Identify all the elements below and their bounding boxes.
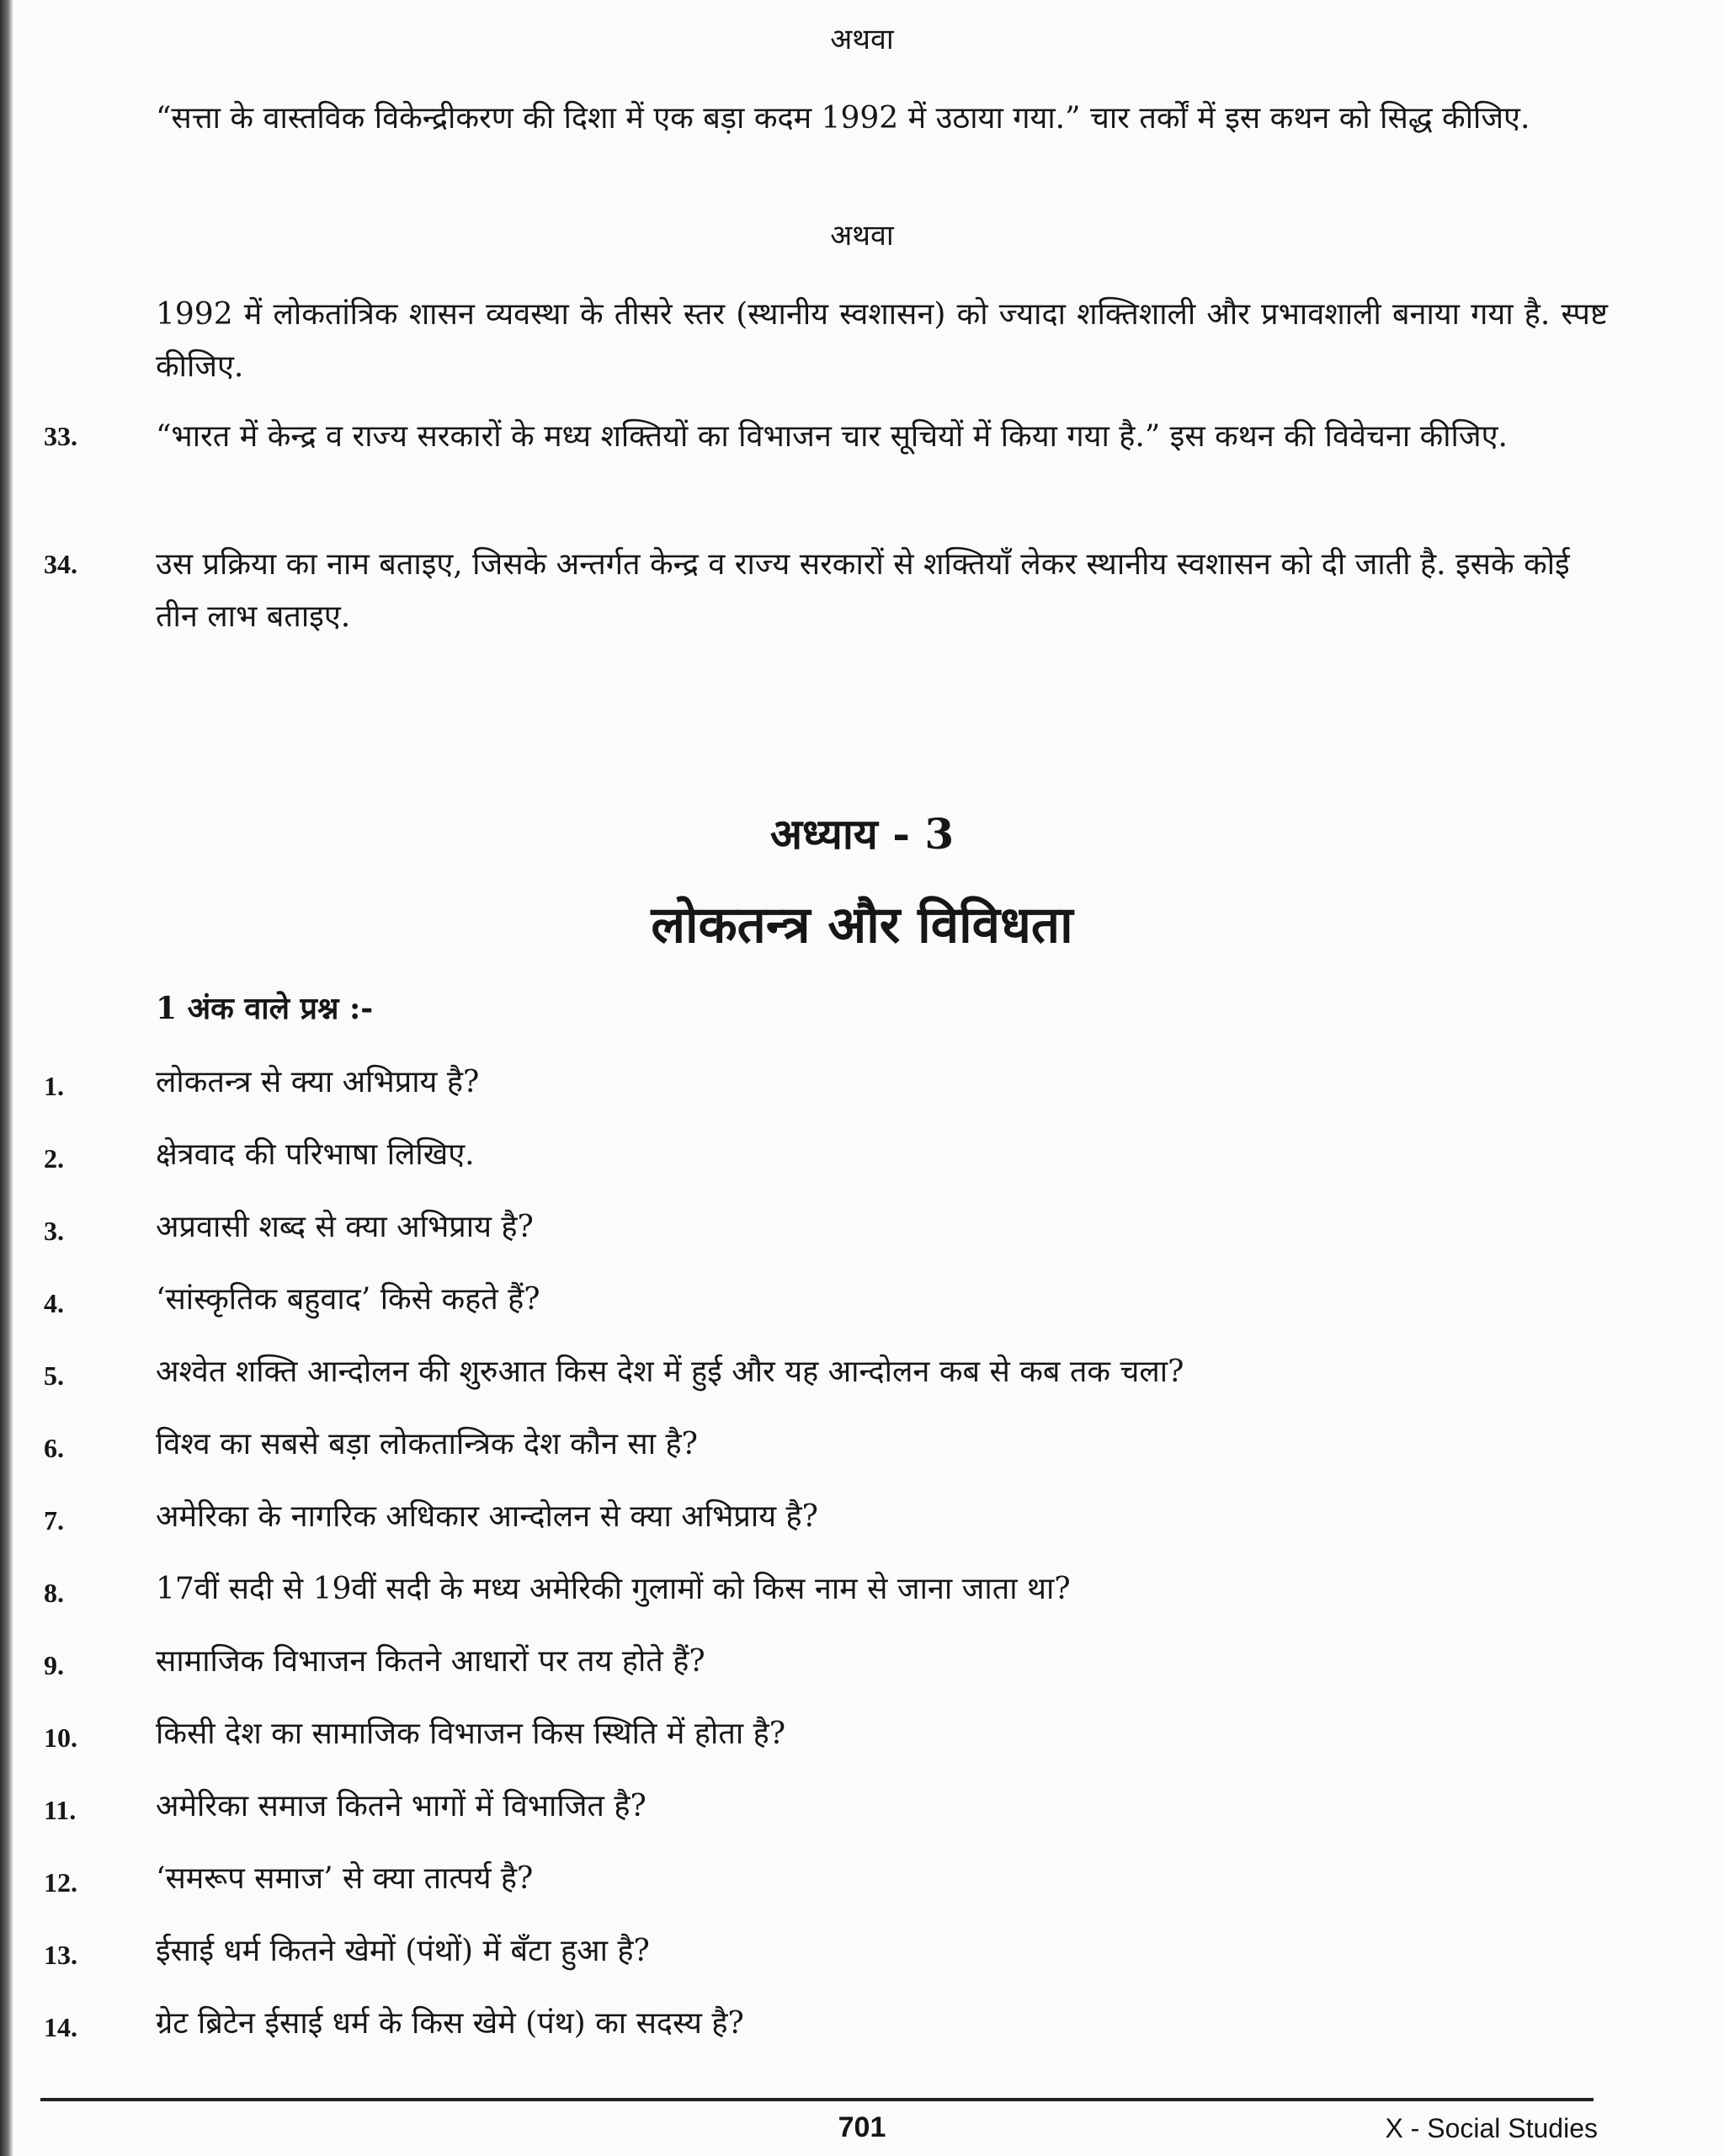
question-text: सामाजिक विभाजन कितने आधारों पर तय होते हैं? bbox=[156, 1644, 705, 1679]
chapter-number: अध्याय - 3 bbox=[769, 809, 955, 859]
question-number: 12. bbox=[44, 1867, 77, 1898]
question-text: 17वीं सदी से 19वीं सदी के मध्य अमेरिकी गुलामों को किस नाम से जाना जाता था? bbox=[156, 1572, 1071, 1606]
question-text: अमेरिका समाज कितने भागों में विभाजित है? bbox=[156, 1789, 646, 1823]
footer-rule bbox=[40, 2098, 1594, 2101]
question-text: विश्व का सबसे बड़ा लोकतान्त्रिक देश कौन सा है? bbox=[156, 1427, 698, 1461]
question-number: 6. bbox=[44, 1433, 64, 1463]
question-number: 2. bbox=[44, 1143, 64, 1174]
athva-label-2: अथवा bbox=[830, 219, 894, 253]
question-text: अमेरिका के नागरिक अधिकार आन्दोलन से क्या अभिप्राय है? bbox=[156, 1499, 818, 1534]
question-text: ‘समरूप समाज’ से क्या तात्पर्य है? bbox=[156, 1861, 534, 1896]
question-34-text: उस प्रक्रिया का नाम बताइए, जिसके अन्तर्गत केन्द्र व राज्य सरकारों से शक्तियाँ लेकर स्थानीय स्वशासन को दी जाती है. इसके कोई तीन लाभ बताइए. bbox=[156, 547, 1570, 634]
question-number: 11. bbox=[44, 1795, 77, 1825]
question-text: क्षेत्रवाद की परिभाषा लिखिए. bbox=[156, 1137, 475, 1172]
scan-edge bbox=[0, 0, 13, 2156]
question-number: 14. bbox=[44, 2012, 77, 2042]
question-text: ग्रेट ब्रिटेन ईसाई धर्म के किस खेमे (पंथ) का सदस्य है? bbox=[156, 2006, 744, 2041]
question-number: 4. bbox=[44, 1288, 64, 1318]
question-text: लोकतन्त्र से क्या अभिप्राय है? bbox=[156, 1065, 480, 1099]
chapter-title: लोकतन्त्र और विविधता bbox=[651, 896, 1073, 955]
question-number: 9. bbox=[44, 1650, 64, 1680]
question-number: 3. bbox=[44, 1216, 64, 1246]
question-number: 1. bbox=[44, 1071, 64, 1101]
question-33-text: “भारत में केन्द्र व राज्य सरकारों के मध्य शक्तियों का विभाजन चार सूचियों में किया गया है.” इस कथन की विवेचना कीजिए. bbox=[156, 419, 1508, 454]
page-number: 701 bbox=[838, 2111, 886, 2143]
question-number: 7. bbox=[44, 1505, 64, 1536]
question-number: 10. bbox=[44, 1722, 77, 1753]
question-number: 5. bbox=[44, 1360, 64, 1391]
question-text: किसी देश का सामाजिक विभाजन किस स्थिति में होता है? bbox=[156, 1717, 786, 1751]
question-number: 8. bbox=[44, 1578, 64, 1608]
question-text: ईसाई धर्म कितने खेमों (पंथों) में बँटा हुआ है? bbox=[156, 1934, 650, 1968]
question-34-number: 34. bbox=[44, 549, 77, 579]
paragraph-2: 1992 में लोकतांत्रिक शासन व्यवस्था के तीसरे स्तर (स्थानीय स्वशासन) को ज्यादा शक्तिशाली और प्रभावशाली बनाया गया है. स्पष्ट कीजिए. bbox=[156, 297, 1608, 384]
question-33-number: 33. bbox=[44, 421, 77, 451]
athva-label-1: अथवा bbox=[830, 23, 894, 56]
question-text: ‘सांस्कृतिक बहुवाद’ किसे कहते हैं? bbox=[156, 1282, 540, 1317]
question-text: अश्वेत शक्ति आन्दोलन की शुरुआत किस देश में हुई और यह आन्दोलन कब से कब तक चला? bbox=[156, 1355, 1184, 1389]
question-text: अप्रवासी शब्द से क्या अभिप्राय है? bbox=[156, 1210, 534, 1244]
footer-subject-label: X - Social Studies bbox=[1385, 2113, 1598, 2143]
question-number: 13. bbox=[44, 1940, 77, 1970]
paragraph-1: “सत्ता के वास्तविक विकेन्द्रीकरण की दिशा में एक बड़ा कदम 1992 में उठाया गया.” चार तर्कों में इस कथन को सिद्ध कीजिए. bbox=[156, 101, 1530, 136]
section-heading: 1 अंक वाले प्रश्न :- bbox=[156, 991, 374, 1026]
